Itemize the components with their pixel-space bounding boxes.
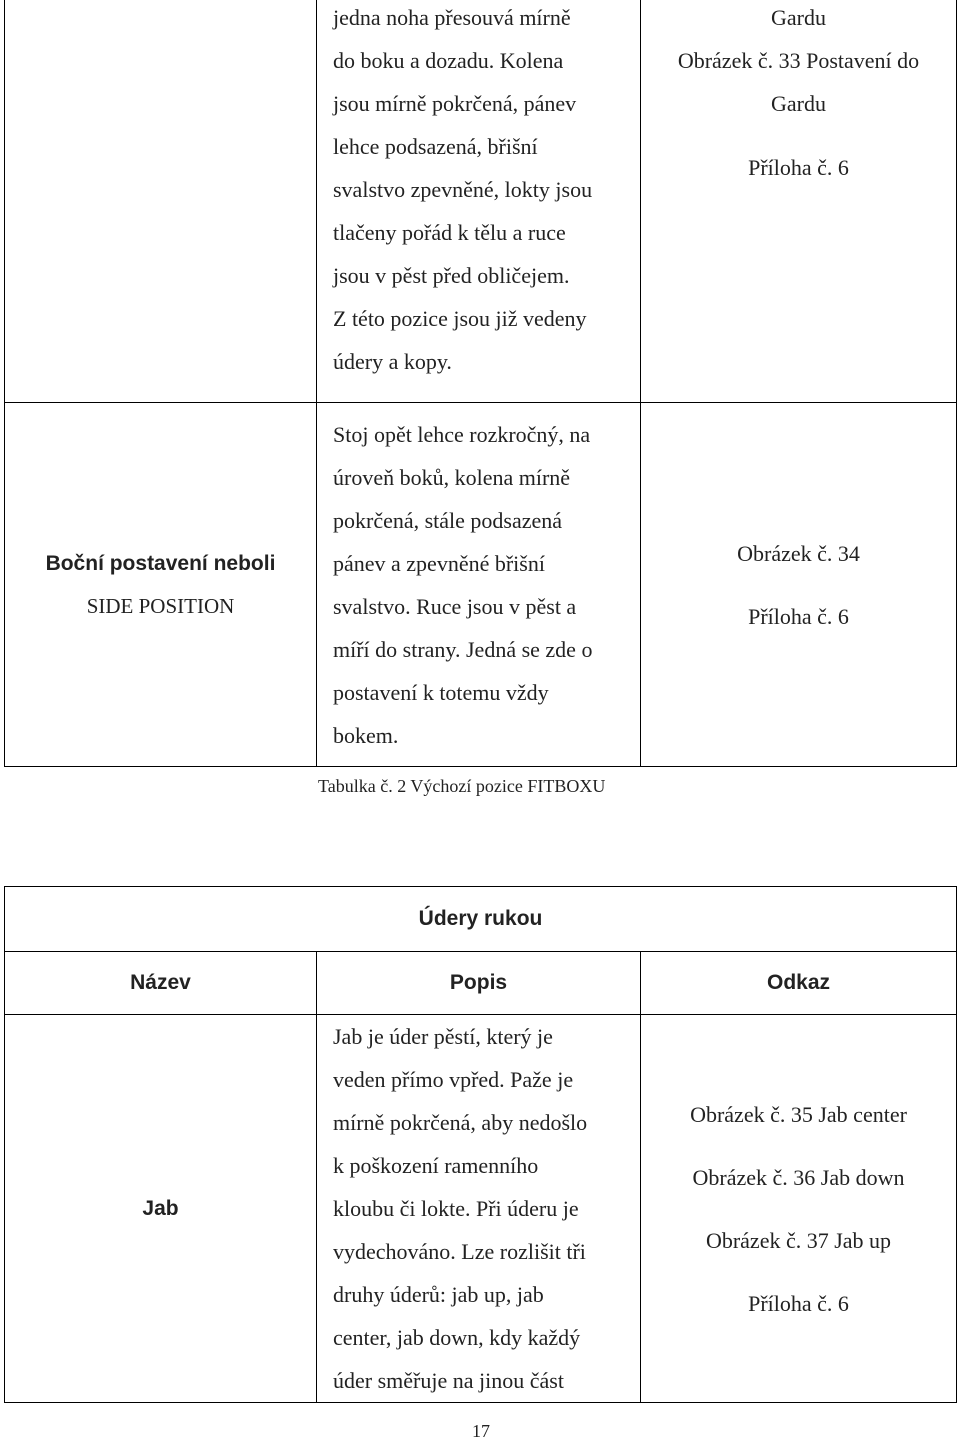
description-line: center, jab down, kdy každý (333, 1325, 581, 1350)
reference-line: Gardu (771, 5, 826, 30)
reference-line: Obrázek č. 37 Jab up (705, 1227, 892, 1253)
reference-line: Gardu (771, 91, 826, 116)
punch-name: Jab (5, 1015, 317, 1403)
table-row (5, 0, 957, 403)
description-line: bokem. (333, 722, 399, 748)
name-cell (5, 0, 317, 403)
description-line: pokrčená, stále podsazená (333, 507, 563, 533)
positions-table (4, 0, 957, 767)
reference-line: Příloha č. 6 (748, 155, 849, 180)
reference-cell (641, 1015, 957, 1403)
description-line: jsou mírně pokrčená, pánev (333, 91, 577, 116)
description-cell (317, 1015, 641, 1403)
description-line: mírně pokrčená, aby nedošlo (333, 1110, 588, 1135)
description-line: jsou v pěst před obličejem. (333, 263, 570, 288)
description-line: svalstvo zpevněné, lokty jsou (333, 177, 593, 202)
reference-line: Obrázek č. 33 Postavení do (677, 48, 920, 73)
description-line: lehce podsazená, břišní (333, 134, 538, 159)
position-name-english: SIDE POSITION (86, 593, 235, 618)
table-row (5, 1015, 957, 1403)
description-line: pánev a zpevněné břišní (333, 550, 545, 576)
table-title: Údery rukou (5, 887, 957, 952)
reference-line: Příloha č. 6 (748, 603, 849, 629)
description-line: k poškození ramenního (333, 1153, 539, 1178)
page-number: 17 (472, 1421, 490, 1441)
name-cell (5, 403, 317, 767)
description-line: jedna noha přesouvá mírně (333, 5, 571, 30)
description-line: Z této pozice jsou již vedeny (333, 306, 587, 331)
description-cell (317, 403, 641, 767)
description-line: do boku a dozadu. Kolena (333, 48, 564, 73)
description-line: vydechováno. Lze rozlišit tři (333, 1239, 586, 1264)
description-line: postavení k totemu vždy (333, 679, 549, 705)
column-header-description: Popis (317, 952, 641, 1015)
reference-cell (641, 0, 957, 403)
description-line: druhy úderů: jab up, jab (333, 1282, 544, 1307)
description-cell (317, 0, 641, 403)
header-row (5, 952, 957, 1015)
reference-line: Příloha č. 6 (748, 1290, 849, 1316)
description-line: tlačeny pořád k tělu a ruce (333, 220, 566, 245)
reference-cell (641, 403, 957, 767)
punches-table (4, 886, 957, 1403)
reference-line: Obrázek č. 36 Jab down (692, 1164, 905, 1190)
description-line: kloubu či lokte. Při úderu je (333, 1196, 579, 1221)
column-header-reference: Odkaz (641, 952, 957, 1015)
table-row (5, 403, 957, 767)
reference-line: Obrázek č. 35 Jab center (690, 1101, 907, 1127)
description-line: veden přímo vpřed. Paže je (333, 1067, 574, 1092)
table-caption: Tabulka č. 2 Výchozí pozice FITBOXU (318, 776, 606, 796)
description-line: Stoj opět lehce rozkročný, na (333, 421, 591, 447)
description-line: úder směřuje na jinou část (333, 1368, 564, 1393)
column-header-name: Název (5, 952, 317, 1015)
reference-line: Obrázek č. 34 (737, 540, 860, 566)
description-line: Jab je úder pěstí, který je (333, 1024, 553, 1049)
description-line: míří do strany. Jedná se zde o (333, 636, 593, 662)
description-line: úroveň boků, kolena mírně (333, 464, 571, 490)
position-name: Boční postavení neboli (45, 551, 276, 575)
description-line: svalstvo. Ruce jsou v pěst a (333, 593, 577, 619)
description-line: údery a kopy. (333, 349, 452, 374)
